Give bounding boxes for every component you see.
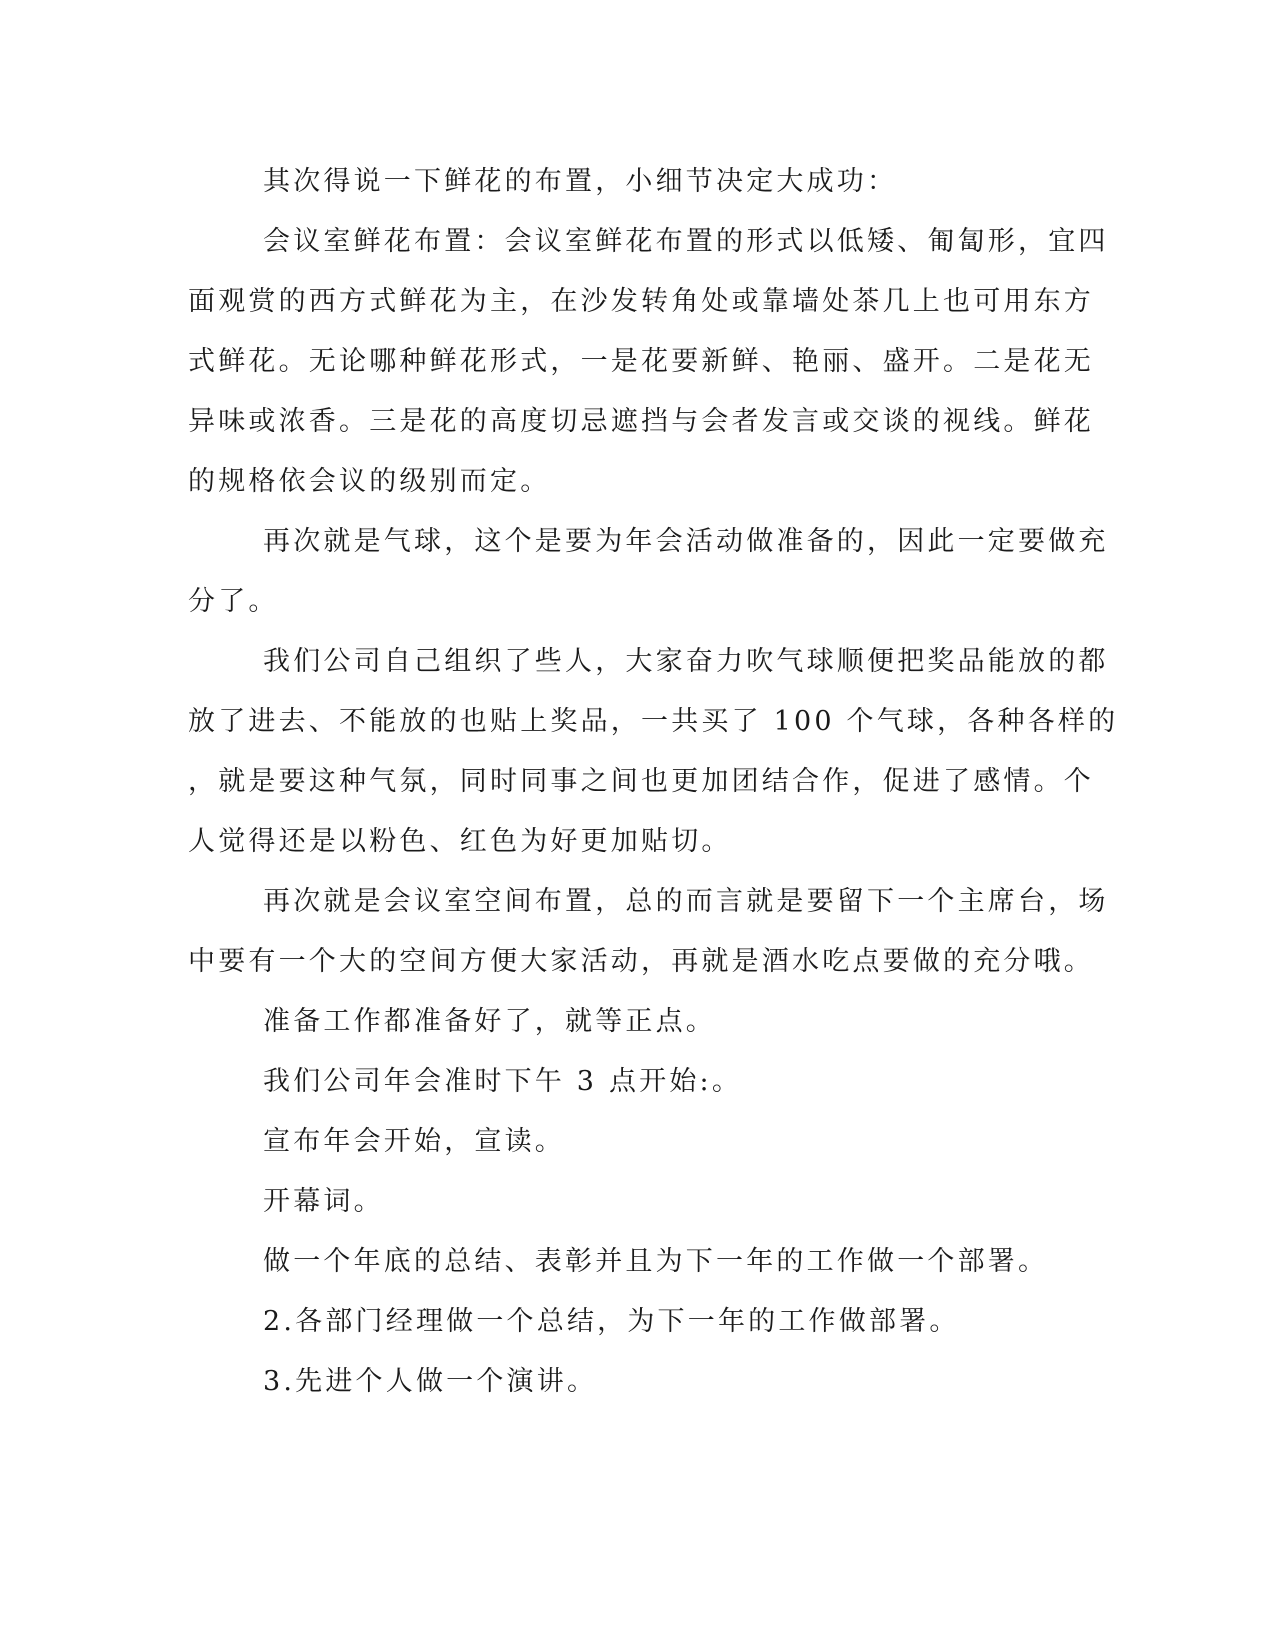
text-line: ，就是要这种气氛，同时同事之间也更加团结合作，促进了感情。个 — [188, 766, 1094, 797]
text-line: 我们公司年会准时下午 3 点开始:。 — [263, 1066, 743, 1097]
text-line: 再次就是会议室空间布置，总的而言就是要留下一个主席台，场 — [263, 886, 1109, 917]
text-line: 式鲜花。无论哪种鲜花形式，一是花要新鲜、艳丽、盛开。二是花无 — [188, 346, 1094, 377]
text-line: 2.各部门经理做一个总结，为下一年的工作做部署。 — [263, 1306, 960, 1337]
text-line: 3.先进个人做一个演讲。 — [263, 1366, 598, 1397]
text-line: 面观赏的西方式鲜花为主，在沙发转角处或靠墙处茶几上也可用东方 — [188, 286, 1094, 317]
text-line: 准备工作都准备好了，就等正点。 — [263, 1006, 716, 1037]
text-line: 分了。 — [188, 586, 279, 617]
text-line: 会议室鲜花布置：会议室鲜花布置的形式以低矮、匍匐形，宜四 — [263, 226, 1109, 257]
text-line: 我们公司自己组织了些人，大家奋力吹气球顺便把奖品能放的都 — [263, 646, 1109, 677]
text-line: 再次就是气球，这个是要为年会活动做准备的，因此一定要做充 — [263, 526, 1109, 557]
text-line: 放了进去、不能放的也贴上奖品，一共买了 100 个气球，各种各样的 — [188, 706, 1119, 737]
text-line: 异味或浓香。三是花的高度切忌遮挡与会者发言或交谈的视线。鲜花 — [188, 406, 1094, 437]
text-line: 开幕词。 — [263, 1186, 384, 1217]
text-line: 的规格依会议的级别而定。 — [188, 466, 551, 497]
document-body — [188, 152, 1119, 1412]
text-line: 宣布年会开始，宣读。 — [263, 1126, 565, 1157]
text-line: 做一个年底的总结、表彰并且为下一年的工作做一个部署。 — [263, 1246, 1049, 1277]
text-line: 其次得说一下鲜花的布置，小细节决定大成功： — [263, 166, 898, 197]
text-line: 中要有一个大的空间方便大家活动，再就是酒水吃点要做的充分哦。 — [188, 946, 1094, 977]
text-line: 人觉得还是以粉色、红色为好更加贴切。 — [188, 826, 732, 857]
